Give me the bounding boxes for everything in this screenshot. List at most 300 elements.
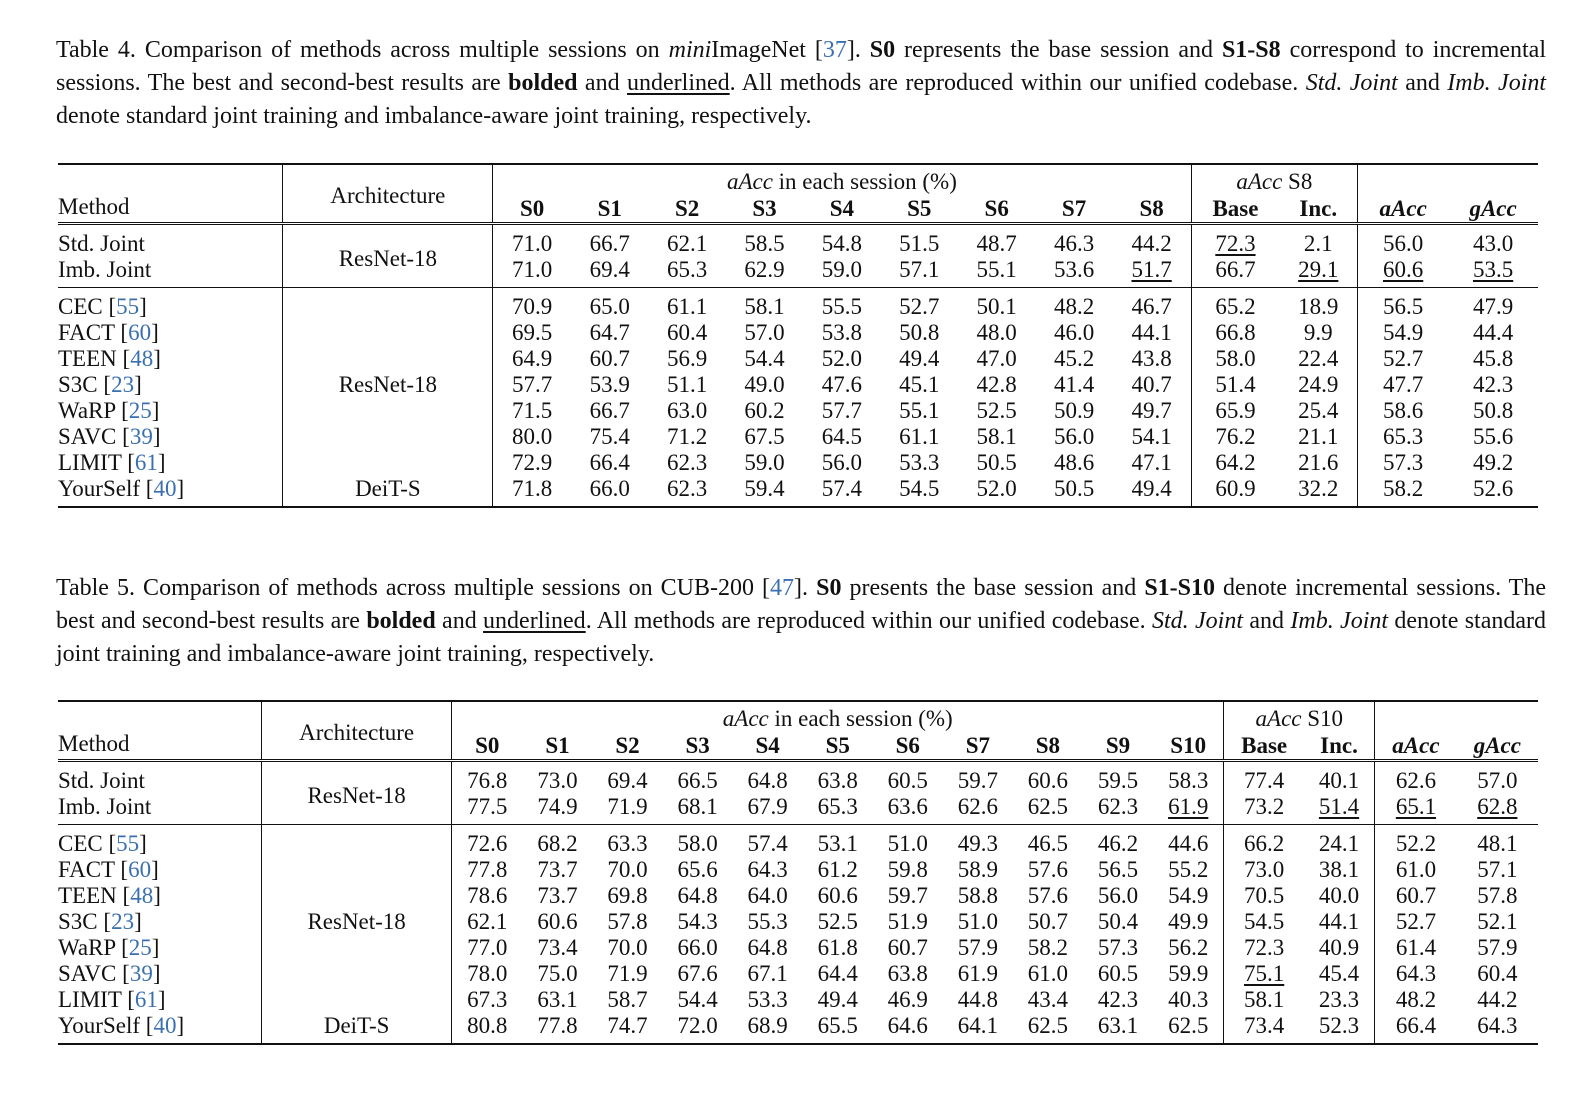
value-cell: 77.8 <box>537 1013 578 1038</box>
value-cell: 57.7 <box>821 398 863 423</box>
value-cell: 57.4 <box>747 831 788 856</box>
value-cell: 54.9 <box>1358 320 1449 346</box>
method-cell <box>58 761 262 795</box>
method-name: TEEN <box>58 346 117 371</box>
value-cell: 57.8 <box>1477 883 1518 908</box>
value-cell: 49.4 <box>899 346 940 371</box>
value-cell: 62.3 <box>666 450 708 475</box>
value-cell: 64.9 <box>493 346 571 372</box>
value-cell: 47.7 <box>1358 372 1449 398</box>
value-cell: 62.1 <box>452 909 523 935</box>
citation-link[interactable]: 37 <box>822 37 847 63</box>
methods-group <box>58 288 1538 508</box>
citation-link[interactable]: 40 <box>153 1013 177 1038</box>
method-name: YourSelf <box>58 1013 141 1038</box>
value-cell: 74.7 <box>607 1013 648 1038</box>
value-cell: 56.0 <box>1358 224 1449 258</box>
session-header: S1 <box>545 733 570 758</box>
value-cell: 75.0 <box>537 961 578 986</box>
citation-link[interactable]: 60 <box>128 857 152 882</box>
value-cell: 44.8 <box>957 987 998 1012</box>
value-cell: 58.2 <box>1358 476 1449 507</box>
value-cell: 60.6 <box>537 909 578 934</box>
value-cell: 54.9 <box>1168 883 1209 908</box>
value-cell: 53.6 <box>1053 257 1095 282</box>
value-cell: 77.0 <box>452 935 523 961</box>
value-cell: 53.5 <box>1472 257 1514 282</box>
table4-caption: Table 4. Comparison of methods across multiple sessions on miniImageNet [37]. S0 represents the base session and S1-S8 correspond to incremental sessions. The best and second-best results are bolded and underlined. All methods are reproduced within our unified codebase. Std. Joint and Imb. Joint denote standard joint training and imbalance-aware joint training, respectively. <box>56 37 1547 129</box>
value-cell: 25.4 <box>1298 398 1339 423</box>
value-cell: 43.4 <box>1027 987 1069 1012</box>
value-cell: 47.0 <box>976 346 1017 371</box>
value-cell: 54.4 <box>677 987 718 1012</box>
value-cell: 64.5 <box>821 424 863 449</box>
value-cell: 65.9 <box>1191 398 1279 424</box>
value-cell: 74.9 <box>537 794 578 819</box>
value-cell: 80.0 <box>493 424 571 450</box>
value-cell: 46.3 <box>1053 231 1095 256</box>
value-cell: 52.3 <box>1318 1013 1360 1038</box>
citation-link[interactable]: 60 <box>128 320 152 345</box>
value-cell: 77.5 <box>452 794 523 825</box>
value-cell: 54.1 <box>1131 424 1172 449</box>
value-cell: 77.4 <box>1224 761 1304 795</box>
method-name: S3C <box>58 909 98 934</box>
value-cell: 45.8 <box>1472 346 1514 371</box>
value-cell: 59.0 <box>744 450 785 475</box>
method-cell: FACT [60] <box>58 320 159 345</box>
value-cell: 60.4 <box>1477 961 1518 986</box>
value-cell: 52.2 <box>1375 825 1457 858</box>
value-cell: 63.1 <box>1097 1013 1139 1038</box>
citation-link[interactable]: 25 <box>128 935 152 960</box>
value-cell: 64.3 <box>1375 961 1457 987</box>
value-cell: 48.1 <box>1477 831 1518 856</box>
value-cell: 73.2 <box>1224 794 1304 825</box>
value-cell: 44.6 <box>1168 831 1209 856</box>
session-header: S8 <box>1139 196 1164 221</box>
value-cell: 50.9 <box>1053 398 1095 423</box>
value-cell: 68.9 <box>747 1013 788 1038</box>
session-header: S0 <box>452 732 523 761</box>
citation-link[interactable]: 48 <box>130 883 154 908</box>
value-cell: 61.9 <box>957 961 998 986</box>
architecture-cell: ResNet-18 <box>283 224 493 288</box>
value-cell: 64.3 <box>1477 1013 1518 1038</box>
value-cell: 51.4 <box>1318 794 1360 819</box>
value-cell: 47.1 <box>1131 450 1172 475</box>
value-cell: 73.0 <box>537 768 578 793</box>
architecture-header: Architecture <box>262 701 452 761</box>
method-cell: WaRP [25] <box>58 935 160 960</box>
method-cell: LIMIT [61] <box>58 987 166 1012</box>
value-cell: 53.1 <box>817 831 858 856</box>
value-cell: 64.3 <box>747 857 788 882</box>
value-cell: 70.5 <box>1224 883 1304 909</box>
value-cell: 68.2 <box>537 831 578 856</box>
value-cell: 65.3 <box>817 794 858 819</box>
value-cell: 66.8 <box>1191 320 1279 346</box>
value-cell: 52.6 <box>1472 476 1514 501</box>
citation-link[interactable]: 47 <box>770 575 795 601</box>
table-row <box>58 257 1538 288</box>
value-cell: 42.3 <box>1097 987 1139 1012</box>
value-cell: 58.1 <box>976 424 1017 449</box>
value-cell: 61.0 <box>1375 857 1457 883</box>
citation-link[interactable]: 48 <box>130 346 154 371</box>
value-cell: 63.3 <box>607 831 648 856</box>
table5 <box>58 700 1538 1045</box>
value-cell: 53.8 <box>821 320 863 345</box>
final-session-label: S8 <box>1282 169 1313 194</box>
value-cell: 61.2 <box>817 857 858 882</box>
value-cell: 52.7 <box>1375 909 1457 935</box>
value-cell: 52.5 <box>817 909 858 934</box>
value-cell: 58.0 <box>1191 346 1279 372</box>
value-cell: 63.6 <box>887 794 928 819</box>
value-cell: 44.1 <box>1131 320 1172 345</box>
session-header: S8 <box>1035 733 1061 758</box>
value-cell: 62.3 <box>666 476 708 501</box>
method-name: SAVC <box>58 424 117 449</box>
value-cell: 65.6 <box>677 857 718 882</box>
value-cell: 73.0 <box>1224 857 1304 883</box>
value-cell: 51.0 <box>957 909 998 934</box>
method-cell: SAVC [39] <box>58 424 161 449</box>
value-cell: 45.2 <box>1053 346 1095 371</box>
value-cell: 56.9 <box>666 346 708 371</box>
value-cell: 57.4 <box>821 476 863 501</box>
value-cell: 48.6 <box>1053 450 1095 475</box>
value-cell: 51.9 <box>887 909 928 934</box>
value-cell: 71.0 <box>493 257 571 288</box>
method-name: LIMIT <box>58 450 122 475</box>
value-cell: 9.9 <box>1303 320 1333 345</box>
value-cell: 44.4 <box>1472 320 1514 345</box>
citation-link[interactable]: 61 <box>134 450 158 475</box>
method-cell: LIMIT [61] <box>58 450 166 475</box>
value-cell: 46.0 <box>1053 320 1095 345</box>
value-cell: 63.8 <box>887 961 928 986</box>
value-cell: 60.6 <box>817 883 858 908</box>
value-cell: 56.0 <box>1097 883 1139 908</box>
method-header: Method <box>58 731 130 756</box>
final-metric-label: aAcc <box>1236 169 1283 194</box>
value-cell: 41.4 <box>1053 372 1095 397</box>
value-cell: 67.9 <box>747 794 788 819</box>
value-cell: 51.7 <box>1131 257 1172 282</box>
value-cell: 62.3 <box>1097 794 1139 819</box>
session-header: S4 <box>829 196 855 221</box>
method-cell: SAVC [39] <box>58 961 161 986</box>
value-cell: 63.0 <box>666 398 708 423</box>
value-cell: 38.1 <box>1318 857 1360 882</box>
value-cell: 66.4 <box>1375 1013 1457 1044</box>
value-cell: 58.6 <box>1358 398 1449 424</box>
value-cell: 59.5 <box>1097 768 1139 793</box>
value-cell: 40.9 <box>1318 935 1360 960</box>
value-cell: 61.1 <box>666 294 708 319</box>
method-cell: S3C [23] <box>58 372 142 397</box>
value-cell: 24.1 <box>1318 831 1360 856</box>
value-cell: 50.4 <box>1097 909 1139 934</box>
value-cell: 75.4 <box>589 424 630 449</box>
gacc-header: gAcc <box>1473 733 1521 758</box>
method-cell <box>58 794 262 825</box>
group-metric-label: aAcc <box>726 169 773 194</box>
value-cell: 50.8 <box>899 320 940 345</box>
citation-link[interactable]: 40 <box>153 476 177 501</box>
table-row <box>58 450 1538 476</box>
value-cell: 70.0 <box>607 857 648 882</box>
citation-link[interactable]: 55 <box>116 294 140 319</box>
value-cell: 42.8 <box>976 372 1017 397</box>
method-name: Imb. Joint <box>58 257 152 282</box>
value-cell: 64.4 <box>817 961 858 986</box>
value-cell: 73.4 <box>537 935 578 960</box>
value-cell: 67.3 <box>452 987 523 1013</box>
value-cell: 51.1 <box>666 372 708 397</box>
citation-link[interactable]: 39 <box>129 424 153 449</box>
value-cell: 70.9 <box>493 288 571 321</box>
value-cell: 59.0 <box>821 257 863 282</box>
value-cell: 65.3 <box>666 257 708 282</box>
method-name: WaRP <box>58 935 116 960</box>
method-name: S3C <box>58 372 98 397</box>
value-cell: 44.2 <box>1131 231 1172 256</box>
method-cell: S3C [23] <box>58 909 142 934</box>
citation-link[interactable]: 55 <box>116 831 140 856</box>
value-cell: 40.1 <box>1318 768 1360 793</box>
session-header: S6 <box>895 733 920 758</box>
architecture-cell: ResNet-18 <box>262 825 452 1014</box>
value-cell: 57.1 <box>899 257 940 282</box>
empty-header <box>1358 164 1538 195</box>
table-row <box>58 224 1538 258</box>
method-name: Imb. Joint <box>58 794 152 819</box>
value-cell: 54.3 <box>677 909 718 934</box>
aacc-header: aAcc <box>1358 195 1449 224</box>
value-cell: 62.5 <box>1168 1013 1209 1038</box>
value-cell: 58.8 <box>957 883 998 908</box>
method-cell: FACT [60] <box>58 857 159 882</box>
citation-link[interactable]: 23 <box>111 909 135 934</box>
value-cell: 40.0 <box>1318 883 1360 908</box>
value-cell: 62.5 <box>1027 1013 1069 1038</box>
value-cell: 57.9 <box>1477 935 1518 960</box>
group-title-label: in each session (%) <box>768 706 953 731</box>
value-cell: 48.2 <box>1053 294 1095 319</box>
value-cell: 61.4 <box>1375 935 1457 961</box>
value-cell: 72.6 <box>452 825 523 858</box>
value-cell: 22.4 <box>1298 346 1339 371</box>
value-cell: 54.5 <box>1224 909 1304 935</box>
citation-link[interactable]: 23 <box>111 372 135 397</box>
value-cell: 43.8 <box>1131 346 1172 371</box>
session-header: S3 <box>752 196 777 221</box>
value-cell: 64.2 <box>1191 450 1279 476</box>
session-header: S10 <box>1170 733 1207 758</box>
value-cell: 48.7 <box>976 231 1017 256</box>
table-row <box>58 424 1538 450</box>
value-cell: 53.3 <box>747 987 788 1012</box>
value-cell: 57.3 <box>1097 935 1139 960</box>
value-cell: 40.7 <box>1131 372 1172 397</box>
value-cell: 48.0 <box>976 320 1017 345</box>
value-cell: 60.6 <box>1027 768 1069 793</box>
architecture-cell: ResNet-18 <box>262 761 452 825</box>
value-cell: 60.7 <box>1375 883 1457 909</box>
table-row <box>58 320 1538 346</box>
value-cell: 57.0 <box>1477 768 1518 793</box>
value-cell: 42.3 <box>1472 372 1514 397</box>
value-cell: 52.7 <box>899 294 940 319</box>
table5-caption: Table 5. Comparison of methods across multiple sessions on CUB-200 [47]. S0 presents the base session and S1-S10 denote incremental sessions. The best and second-best results are bolded and underlined. All methods are reproduced within our unified codebase. Std. Joint and Imb. Joint denote standard joint training and imbalance-aware joint training, respectively. <box>56 575 1547 667</box>
value-cell: 52.7 <box>1358 346 1449 372</box>
session-header: S6 <box>984 196 1009 221</box>
method-cell: YourSelf [40] <box>58 1013 185 1038</box>
value-cell: 21.6 <box>1298 450 1339 475</box>
value-cell: 68.1 <box>677 794 718 819</box>
value-cell: 56.5 <box>1358 288 1449 321</box>
value-cell: 57.6 <box>1027 883 1069 908</box>
value-cell: 69.4 <box>589 257 630 282</box>
group-metric-label: aAcc <box>722 706 769 731</box>
value-cell: 66.4 <box>589 450 630 475</box>
session-header: S1 <box>597 196 622 221</box>
value-cell: 50.7 <box>1027 909 1069 934</box>
value-cell: 69.4 <box>607 768 648 793</box>
architecture-cell: ResNet-18 <box>283 288 493 477</box>
method-name: TEEN <box>58 883 117 908</box>
method-name: LIMIT <box>58 987 122 1012</box>
value-cell: 62.1 <box>666 231 708 256</box>
value-cell: 52.1 <box>1477 909 1518 934</box>
value-cell: 45.4 <box>1318 961 1360 986</box>
value-cell: 56.2 <box>1168 935 1209 960</box>
value-cell: 44.1 <box>1318 909 1360 934</box>
value-cell: 59.9 <box>1168 961 1209 986</box>
value-cell: 66.5 <box>677 768 718 793</box>
value-cell: 49.4 <box>1131 476 1172 501</box>
value-cell: 71.5 <box>493 398 571 424</box>
table-row <box>58 398 1538 424</box>
value-cell: 69.5 <box>493 320 571 346</box>
value-cell: 58.1 <box>1224 987 1304 1013</box>
value-cell: 67.6 <box>677 961 718 986</box>
method-cell: TEEN [48] <box>58 883 161 908</box>
value-cell: 64.8 <box>747 935 788 960</box>
value-cell: 71.2 <box>666 424 708 449</box>
session-header: S5 <box>907 196 932 221</box>
citation-link[interactable]: 25 <box>128 398 152 423</box>
method-name: YourSelf <box>58 476 141 501</box>
value-cell: 57.7 <box>493 372 571 398</box>
value-cell: 65.0 <box>589 294 630 319</box>
session-group-header <box>493 164 1191 195</box>
value-cell: 61.0 <box>1027 961 1069 986</box>
value-cell: 52.5 <box>976 398 1017 423</box>
value-cell: 59.7 <box>957 768 998 793</box>
value-cell: 57.6 <box>1027 857 1069 882</box>
value-cell: 23.3 <box>1318 987 1360 1012</box>
value-cell: 57.0 <box>744 320 785 345</box>
final-session-label: S10 <box>1301 706 1344 731</box>
architecture-cell: DeiT-S <box>262 1013 452 1044</box>
final-session-header <box>1224 701 1375 732</box>
value-cell: 59.7 <box>887 883 928 908</box>
value-cell: 71.8 <box>493 476 571 507</box>
value-cell: 55.6 <box>1472 424 1514 449</box>
value-cell: 60.7 <box>887 935 928 960</box>
value-cell: 49.0 <box>744 372 785 397</box>
value-cell: 49.2 <box>1472 450 1514 475</box>
value-cell: 78.6 <box>452 883 523 909</box>
value-cell: 50.1 <box>976 294 1017 319</box>
table-row <box>58 761 1538 795</box>
base-header: Base <box>1224 732 1304 761</box>
table-row <box>58 825 1538 858</box>
value-cell: 76.2 <box>1191 424 1279 450</box>
value-cell: 29.1 <box>1298 257 1339 282</box>
session-header: S4 <box>755 733 780 758</box>
value-cell: 57.9 <box>957 935 998 960</box>
value-cell: 69.8 <box>607 883 648 908</box>
value-cell: 57.3 <box>1358 450 1449 476</box>
table-row <box>58 1013 1538 1044</box>
architecture-cell: DeiT-S <box>283 476 493 507</box>
value-cell: 52.0 <box>821 346 863 371</box>
value-cell: 49.9 <box>1168 909 1209 934</box>
value-cell: 40.3 <box>1168 987 1209 1012</box>
value-cell: 43.0 <box>1472 231 1514 256</box>
citation-link[interactable]: 61 <box>134 987 158 1012</box>
value-cell: 50.8 <box>1472 398 1514 423</box>
value-cell: 64.1 <box>957 1013 998 1038</box>
method-cell: WaRP [25] <box>58 398 160 423</box>
value-cell: 75.1 <box>1224 961 1304 987</box>
value-cell: 59.4 <box>744 476 785 501</box>
method-name: FACT <box>58 320 115 345</box>
value-cell: 56.0 <box>1053 424 1095 449</box>
citation-link[interactable]: 39 <box>129 961 153 986</box>
value-cell: 77.8 <box>452 857 523 883</box>
method-name: Std. Joint <box>58 231 145 256</box>
value-cell: 59.8 <box>887 857 928 882</box>
table-row <box>58 476 1538 507</box>
value-cell: 63.1 <box>537 987 578 1012</box>
value-cell: 73.7 <box>537 857 578 882</box>
method-cell: YourSelf [40] <box>58 476 185 501</box>
value-cell: 63.8 <box>817 768 858 793</box>
value-cell: 62.8 <box>1477 794 1518 819</box>
value-cell: 46.2 <box>1097 831 1139 856</box>
session-header: S2 <box>674 196 700 221</box>
final-metric-label: aAcc <box>1255 706 1302 731</box>
empty-header <box>1375 701 1538 732</box>
value-cell: 47.9 <box>1472 294 1514 319</box>
value-cell: 57.8 <box>607 909 648 934</box>
group-title-label: in each session (%) <box>772 169 957 194</box>
value-cell: 48.2 <box>1375 987 1457 1013</box>
value-cell: 46.7 <box>1131 294 1172 319</box>
value-cell: 47.6 <box>821 372 863 397</box>
value-cell: 60.4 <box>666 320 708 345</box>
method-name: Std. Joint <box>58 768 145 793</box>
method-cell: TEEN [48] <box>58 346 161 371</box>
value-cell: 55.1 <box>899 398 940 423</box>
value-cell: 60.7 <box>589 346 630 371</box>
